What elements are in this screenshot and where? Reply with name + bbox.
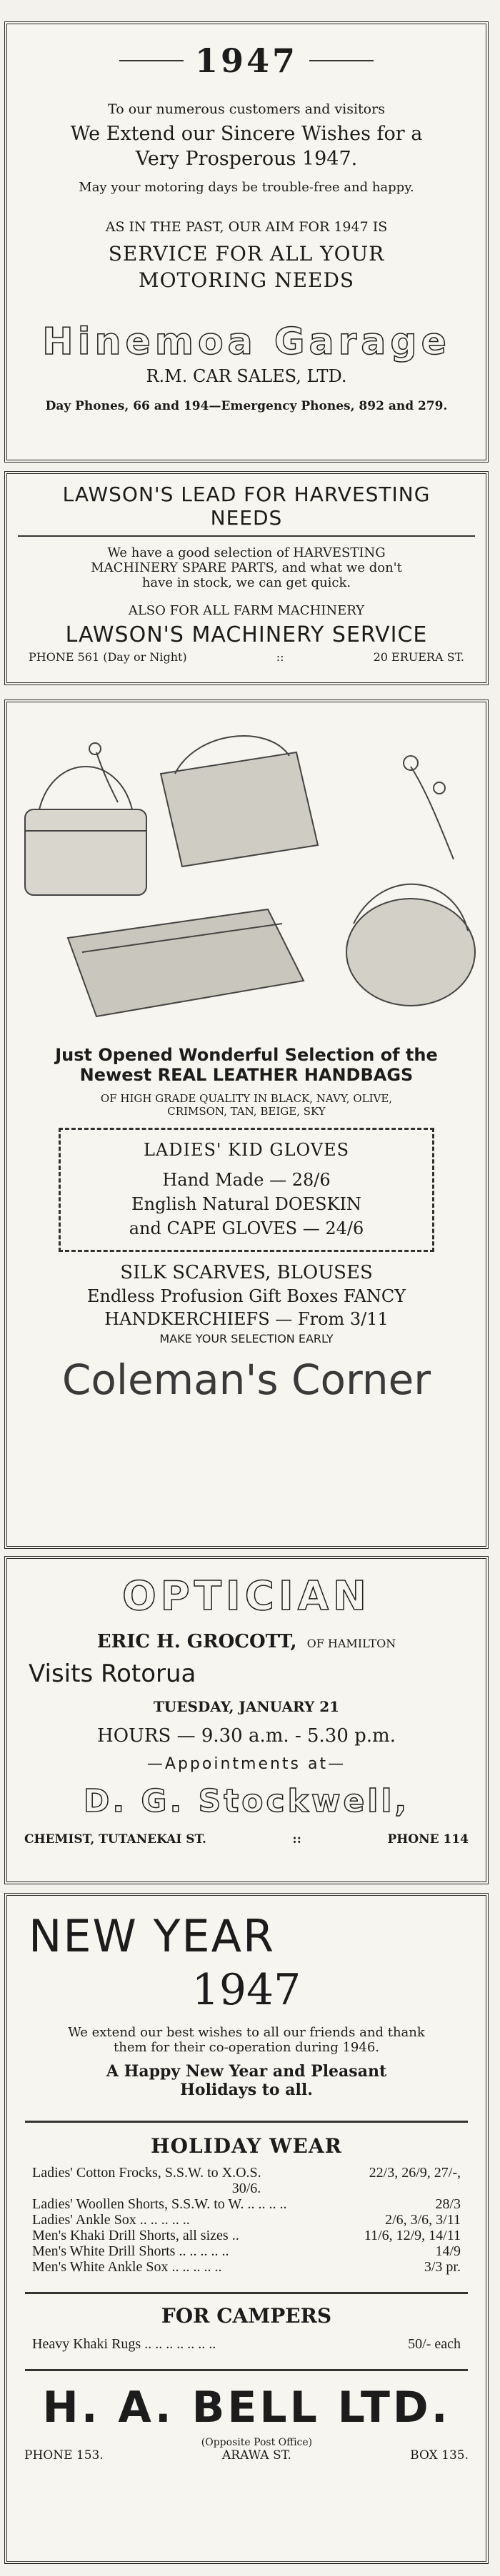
wish-line-2: Very Prosperous 1947.	[135, 148, 358, 170]
list-item: Ladies' Cotton Frocks, S.S.W. to X.O.S. 22/3, 26/9, 27/-,	[32, 2165, 461, 2181]
contact-row	[7, 1819, 486, 1847]
brand: LAWSON'S MACHINERY SERVICE	[65, 622, 428, 647]
address: 20 ERUERA ST.	[373, 650, 464, 664]
for-campers: FOR CAMPERS	[161, 2304, 332, 2328]
gloves-price-1: Hand Made — 28/6	[162, 1170, 331, 1190]
phones: Day Phones, 66 and 194—Emergency Phones, 892 and 279.	[45, 399, 448, 413]
visit-date: TUESDAY, JANUARY 21	[153, 1698, 340, 1715]
handbags-line: Newest REAL LEATHER HANDBAGS	[79, 1065, 414, 1085]
ad-lawsons	[4, 471, 489, 685]
opposite-post-office: (Opposite Post Office)	[201, 2437, 313, 2448]
motoring-line: May your motoring days be trouble-free and happy.	[79, 180, 414, 195]
chemist: CHEMIST, TUTANEKAI ST.	[24, 1832, 206, 1847]
body-text-2: MACHINERY SPARE PARTS, and what we don't	[91, 560, 402, 575]
wish-line-2: them for their co-operation during 1946.	[114, 2040, 379, 2055]
stockwell-brand: D. G. Stockwell,	[83, 1783, 410, 1819]
divider	[25, 2121, 468, 2123]
gift-line: Endless Profusion Gift Boxes FANCY	[86, 1286, 406, 1306]
divider	[119, 60, 184, 61]
list-item: Men's White Drill Shorts .. .. .. .. .. 14/9	[32, 2243, 461, 2259]
brand-logo: Hinemoa Garage	[42, 320, 451, 363]
hanky-line: HANDKERCHIEFS — From 3/11	[104, 1309, 389, 1329]
wish-line: We extend our best wishes to all our friends and thank	[68, 2025, 425, 2040]
phone: PHONE 114	[387, 1832, 469, 1847]
gloves-title: LADIES' KID GLOVES	[143, 1140, 350, 1160]
ad-ha-bell	[4, 1893, 489, 2564]
headline: LAWSON'S LEAD FOR HARVESTING	[62, 483, 431, 506]
list-item: 30/6.	[231, 2181, 261, 2196]
handbag-icon	[68, 909, 304, 1016]
ad-hinemoa-garage	[4, 21, 489, 463]
list-item: Men's White Ankle Sox .. .. .. .. .. 3/3 pr.	[32, 2259, 461, 2275]
headline-2: NEEDS	[210, 506, 283, 530]
service-line: SERVICE FOR ALL YOUR	[108, 242, 385, 266]
optician-name: ERIC H. GROCOTT,	[96, 1631, 297, 1652]
handbag-icon	[25, 767, 146, 895]
intro-text: To our numerous customers and visitors	[108, 101, 385, 117]
handbag-icon	[161, 736, 318, 867]
year-heading: 1947	[7, 41, 486, 80]
happy-line: A Happy New Year and Pleasant	[106, 2062, 387, 2081]
handbag-icon	[346, 884, 475, 1006]
divider	[309, 60, 374, 61]
appointments: —Appointments at—	[146, 1755, 346, 1773]
phone: PHONE 153.	[24, 2448, 104, 2463]
year: 1947	[191, 1965, 301, 2015]
body-text-3: have in stock, we can get quick.	[141, 575, 351, 590]
quality-line: OF HIGH GRADE QUALITY IN BLACK, NAVY, OLIVE,	[100, 1092, 393, 1105]
phone: PHONE 561 (Day or Night)	[29, 650, 187, 664]
separator: ::	[276, 650, 284, 664]
company-name: R.M. CAR SALES, LTD.	[146, 366, 347, 386]
bell-brand: H. A. BELL LTD.	[42, 2383, 451, 2433]
hours: HOURS — 9.30 a.m. - 5.30 p.m.	[97, 1725, 396, 1747]
silk-line: SILK SCARVES, BLOUSES	[120, 1262, 373, 1283]
optician-title: OPTICIAN	[122, 1573, 371, 1620]
list-item: Heavy Khaki Rugs .. .. .. .. .. .. .. 50/- each	[32, 2336, 461, 2352]
brand: Coleman's Corner	[61, 1355, 431, 1404]
service-line-2: MOTORING NEEDS	[138, 268, 355, 292]
street: ARAWA ST.	[222, 2448, 291, 2463]
gloves-box	[59, 1128, 434, 1252]
ad-colemans-corner	[4, 699, 489, 1549]
divider	[25, 2369, 468, 2371]
make-line: MAKE YOUR SELECTION EARLY	[159, 1332, 334, 1345]
body-text: We have a good selection of HARVESTING	[107, 545, 386, 560]
holiday-wear: HOLIDAY WEAR	[151, 2134, 342, 2158]
divider	[18, 535, 475, 537]
gloves-price-3: and CAPE GLOVES — 24/6	[129, 1218, 364, 1238]
contact-row	[7, 2433, 486, 2463]
also-line: ALSO FOR ALL FARM MACHINERY	[128, 603, 365, 618]
separator: ::	[292, 1832, 301, 1847]
of-hamilton: OF HAMILTON	[306, 1637, 396, 1650]
visits: Visits Rotorua	[29, 1660, 196, 1688]
new-year: NEW YEAR	[29, 1910, 276, 1962]
flower-icon	[404, 756, 454, 859]
address-block	[201, 2437, 312, 2463]
list-item: Ladies' Ankle Sox .. .. .. .. .. 2/6, 3/6, 3/11	[32, 2212, 461, 2228]
flower-icon	[89, 743, 118, 802]
ad-optician	[4, 1556, 489, 1884]
just-opened: Just Opened Wonderful Selection of the	[55, 1045, 438, 1065]
handbags-illustration	[11, 724, 482, 1031]
aim-line: AS IN THE PAST, OUR AIM FOR 1947 IS	[105, 219, 388, 235]
box: BOX 135.	[410, 2448, 469, 2463]
list-item: Ladies' Woollen Shorts, S.S.W. to W. .. .. .. .. 28/3	[32, 2196, 461, 2212]
contact-row	[7, 647, 486, 664]
gloves-price-2: English Natural DOESKIN	[131, 1194, 361, 1214]
happy-line-2: Holidays to all.	[180, 2081, 313, 2099]
holiday-list	[32, 2165, 461, 2275]
quality-line-2: CRIMSON, TAN, BEIGE, SKY	[167, 1105, 326, 1118]
name-row	[7, 1631, 486, 1652]
list-item: Men's Khaki Drill Shorts, all sizes .. 11/6, 12/9, 14/11	[32, 2228, 461, 2243]
divider	[25, 2292, 468, 2294]
campers-list	[32, 2336, 461, 2352]
wish-line: We Extend our Sincere Wishes for a	[70, 123, 423, 145]
